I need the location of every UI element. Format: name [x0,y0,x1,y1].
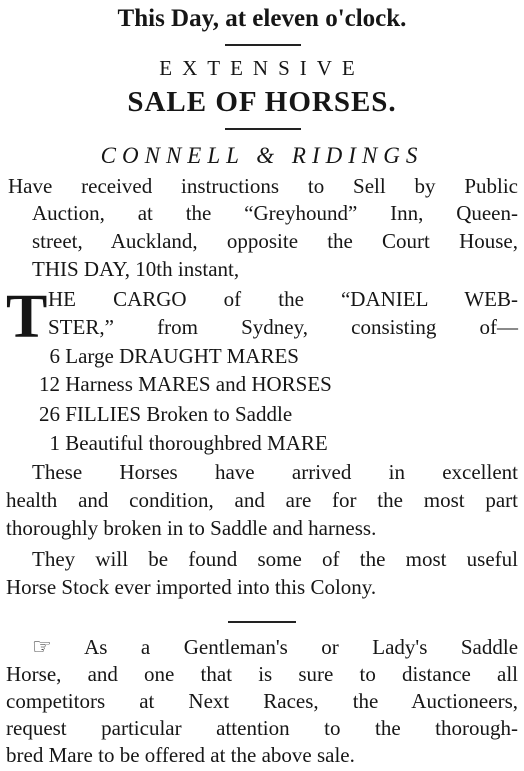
lot-quantity: 1 [49,431,60,455]
stock-line: Horse Stock ever imported into this Colony. [6,575,377,599]
divider-rule [225,128,301,130]
auctioneers-name: CONNELL & RIDINGS [100,143,424,168]
lot-description: FILLIES Broken to Saddle [65,402,293,426]
note-line: Horse, and one that is sure to distance all [6,662,518,686]
lot-item [0,404,524,425]
note-line: competitors at Next Races, the Auctioneers, [6,689,518,713]
lot-item [0,374,524,395]
intro-line: THIS DAY, 10th instant, [32,257,240,281]
cargo-line: HE CARGO of the “DANIEL WEB- [48,287,518,311]
lot-item [0,346,524,367]
stock-line: They will be found some of the most useful [32,547,518,571]
note-line: As a Gentleman's or Lady's Saddle [84,635,519,659]
intro-line: street, Auckland, opposite the Court House, [32,229,518,253]
drop-cap: T [6,283,48,351]
lot-quantity: 12 [39,372,60,396]
lot-description: Large DRAUGHT MARES [65,344,299,368]
lot-description: Beautiful thoroughbred MARE [65,431,328,455]
divider-rule [228,621,296,623]
note-line: request particular attention to the thorough- [6,716,518,740]
lot-quantity: 6 [49,344,60,368]
intro-line: Have received instructions to Sell by Public [8,174,518,198]
intro-line: Auction, at the “Greyhound” Inn, Queen- [32,201,518,225]
note-line: bred Mare to be offered at the above sale. [6,743,355,767]
title-main: SALE OF HORSES. [127,86,397,118]
condition-line: These Horses have arrived in excellent [32,460,518,484]
lot-description: Harness MARES and HORSES [65,372,332,396]
pointing-hand-icon: ☞ [32,635,52,660]
cargo-line: STER,” from Sydney, consisting of— [48,315,518,339]
divider-rule [225,44,301,46]
lot-item [0,433,524,454]
condition-line: health and condition, and are for the most part [6,488,518,512]
note-first-line [32,637,518,659]
headline: This Day, at eleven o'clock. [117,5,407,32]
condition-line: thoroughly broken in to Saddle and harness. [6,516,377,540]
title-top: EXTENSIVE [159,56,365,80]
lot-quantity: 26 [39,402,60,426]
